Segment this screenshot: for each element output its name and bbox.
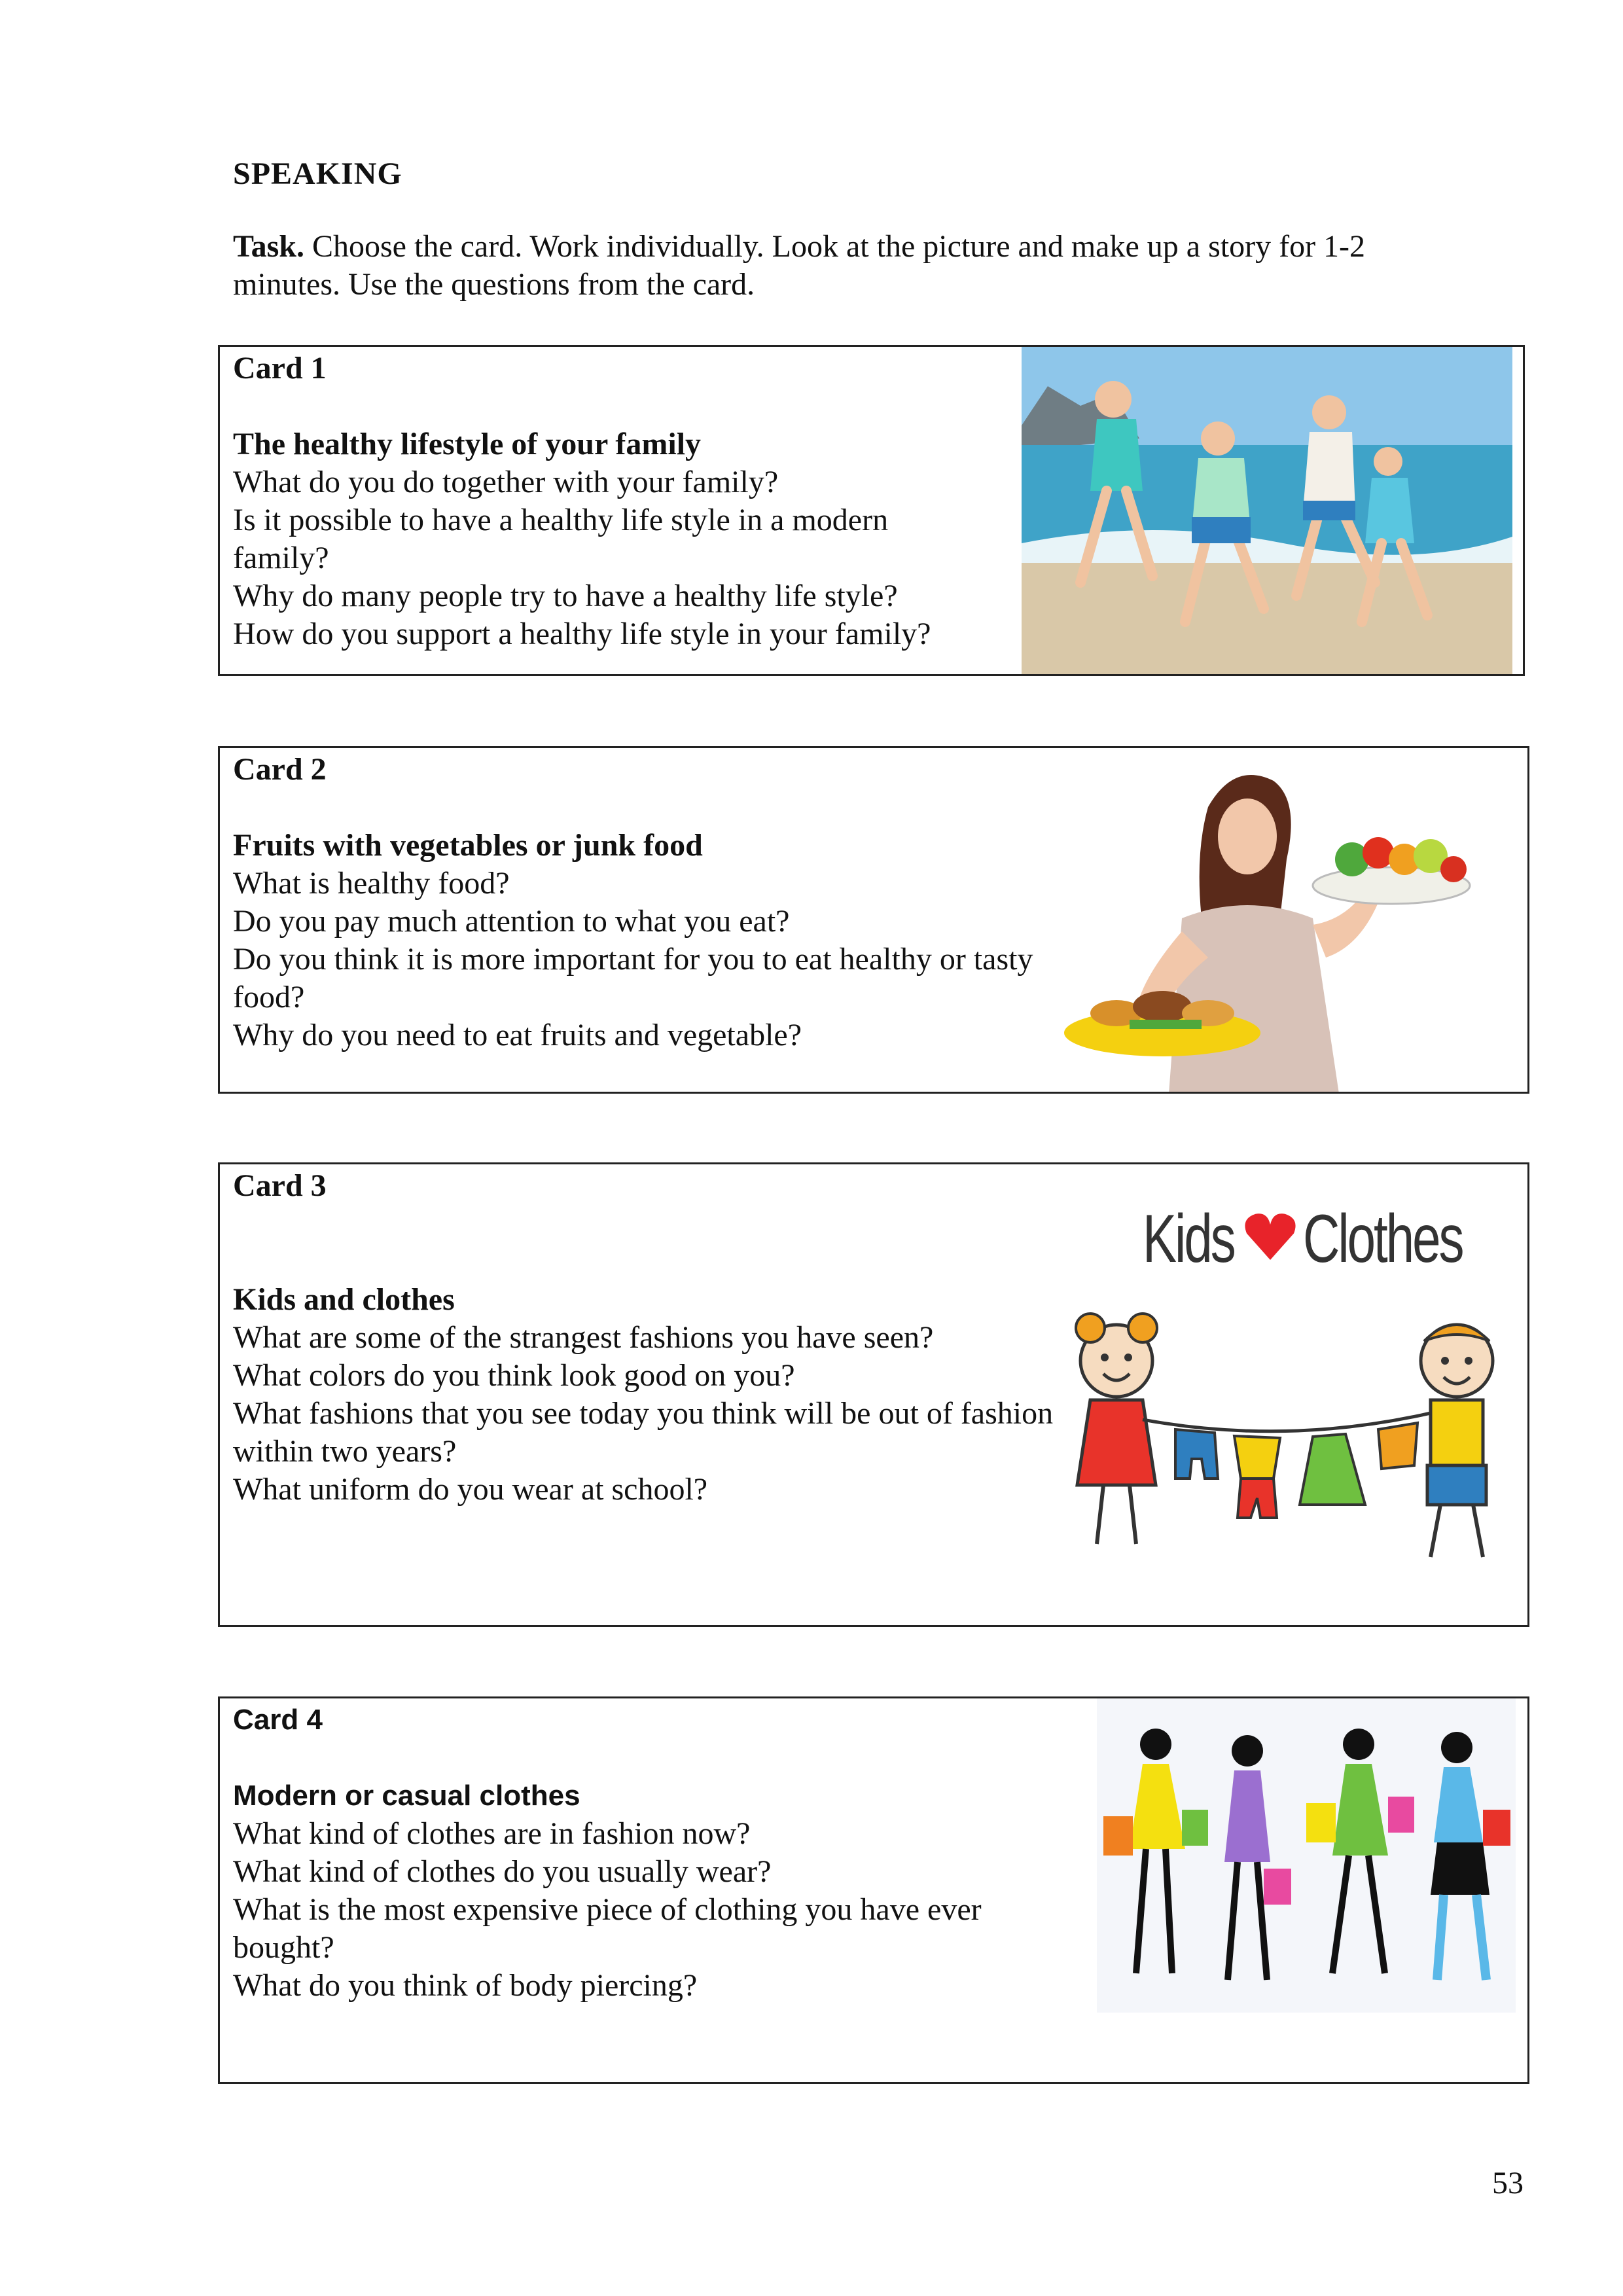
card-number: Card 4	[233, 1704, 323, 1736]
card-title: Fruits with vegetables or junk food	[233, 828, 703, 863]
card-question: What colors do you think look good on you?	[233, 1358, 795, 1393]
task-label: Task.	[233, 229, 304, 264]
card-4	[218, 1696, 1529, 2084]
card-question: What uniform do you wear at school?	[233, 1472, 708, 1507]
card-question: Do you pay much attention to what you eat?	[233, 904, 790, 939]
card-3	[218, 1162, 1529, 1627]
card-number: Card 1	[233, 351, 327, 386]
task-instructions	[233, 228, 1476, 304]
kids-clothesline-illustration	[1051, 1308, 1522, 1603]
card-title: Modern or casual clothes	[233, 1780, 580, 1812]
card-number: Card 3	[233, 1168, 327, 1203]
logo-text-clothes: Clothes	[1303, 1201, 1463, 1277]
logo-text-kids: Kids	[1143, 1201, 1234, 1277]
card-title: Kids and clothes	[233, 1282, 455, 1317]
card-2	[218, 746, 1529, 1094]
task-text: Choose the card. Work individually. Look at the picture and make up a story for 1-2 minutes. Use the questions from the card.	[233, 229, 1366, 302]
section-heading: SPEAKING	[233, 156, 402, 191]
shopping-women-silhouettes-illustration	[1097, 1698, 1516, 2013]
kids-clothes-logo	[1116, 1200, 1496, 1279]
heart-icon	[1241, 1207, 1300, 1266]
card-question: What are some of the strangest fashions you have seen?	[233, 1320, 934, 1355]
card-question: What is healthy food?	[233, 866, 510, 901]
card-question: What do you think of body piercing?	[233, 1968, 698, 2003]
card-title: The healthy lifestyle of your family	[233, 427, 702, 461]
card-question: What fashions that you see today you think will be out of fashion within two years?	[233, 1396, 1054, 1469]
card-question: Why do you need to eat fruits and vegetable?	[233, 1018, 802, 1052]
card-question: How do you support a healthy life style in your family?	[233, 617, 931, 651]
card-question: What kind of clothes do you usually wear?	[233, 1854, 772, 1889]
card-question: Do you think it is more important for you to eat healthy or tasty food?	[233, 942, 1033, 1014]
card-question: What is the most expensive piece of clothing you have ever bought?	[233, 1892, 982, 1965]
card-question: What do you do together with your family?	[233, 465, 779, 499]
page-number: 53	[1492, 2166, 1524, 2200]
card-1	[218, 345, 1525, 676]
woman-with-food-plates-photo	[1064, 761, 1483, 1094]
card-question: What kind of clothes are in fashion now?	[233, 1816, 751, 1851]
card-number: Card 2	[233, 752, 327, 787]
card-question: Is it possible to have a healthy life style in a modern family?	[233, 503, 889, 575]
card-question: Why do many people try to have a healthy life style?	[233, 579, 898, 613]
family-running-beach-photo	[1022, 347, 1512, 676]
